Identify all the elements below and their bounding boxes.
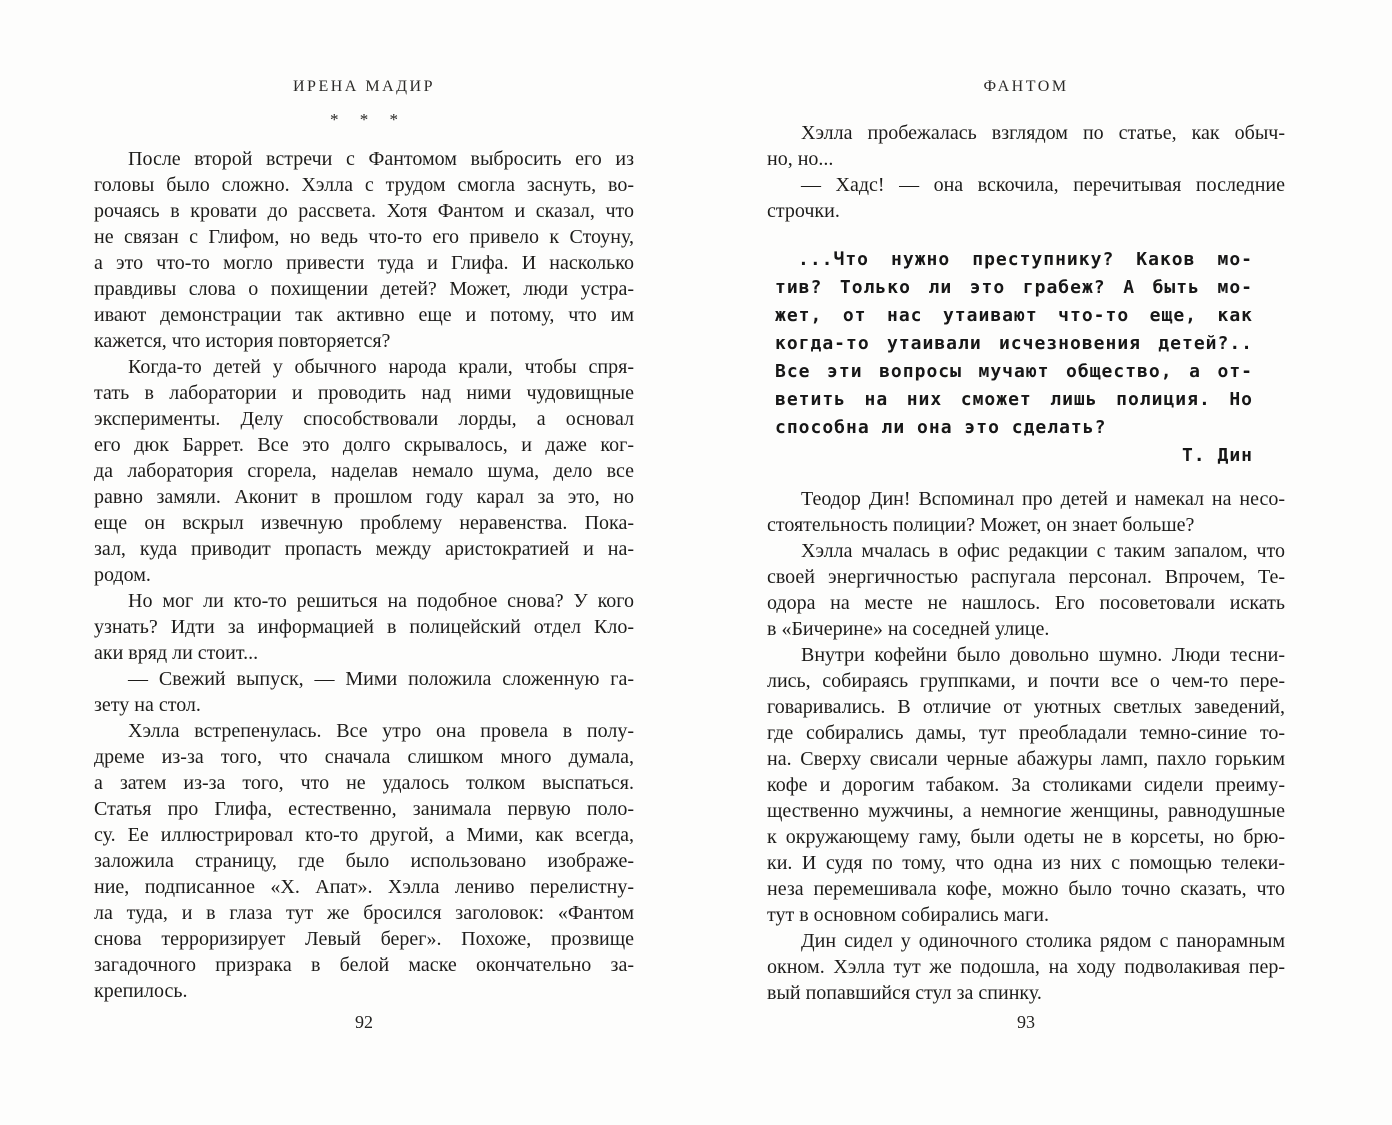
text-line: дреме из-за того, что сначала слишком много думала, — [94, 746, 634, 768]
text-line: своей энергичностью распугала персонал. Впрочем, Те- — [767, 566, 1285, 588]
text-line: в «Бичерине» на соседней улице. — [767, 618, 1050, 640]
text-line: а это что-то могло привести туда и Глифа. И насколько — [94, 252, 634, 274]
quote-line: когда-то утаивали исчезновения детей?.. — [775, 333, 1253, 354]
text-line: Когда-то детей у обычного народа крали, чтобы спря- — [128, 356, 634, 378]
running-header-author: ИРЕНА МАДИР — [293, 78, 435, 95]
text-line: кажется, что история повторяется? — [94, 330, 391, 352]
text-line: неза перемешивала кофе, можно было точно сказать, что — [767, 878, 1285, 900]
text-line: не связан с Глифом, но ведь что-то его привело к Стоуну, — [94, 226, 634, 248]
paragraph — [767, 120, 1285, 172]
text-line: заложила страницу, где было использовано изображе- — [94, 850, 634, 872]
text-line: головы было сложно. Хэлла с трудом смогла заснуть, во- — [94, 174, 634, 196]
text-line: аки вряд ли стоит... — [94, 642, 259, 664]
text-line: зету на стол. — [94, 694, 201, 716]
text-line: Хэлла встрепенулась. Все утро она провела в полу- — [128, 720, 634, 742]
text-line: да лаборатория сгорела, наделав немало шума, дело все — [94, 460, 634, 482]
text-line: Внутри кофейни было довольно шумно. Люди тесни- — [801, 644, 1285, 666]
text-line: ки. И судя по тому, что одна из них с помощью телеки- — [767, 852, 1285, 874]
text-line: еще он вскрыл извечную проблему неравенства. Пока- — [94, 512, 634, 534]
text-line: крепилось. — [94, 980, 188, 1002]
text-line: а затем из-за того, что не удалось толком выспаться. — [94, 772, 634, 794]
quote-line: Все эти вопросы мучают общество, а от- — [775, 361, 1253, 382]
paragraph — [767, 538, 1285, 642]
right-page-text — [767, 120, 1285, 1006]
text-line: родом. — [94, 564, 151, 586]
paragraph — [94, 588, 634, 666]
paragraph — [94, 718, 634, 1004]
left-page — [94, 0, 634, 1125]
text-line: на. Сверху свисали черные абажуры ламп, пахло горьким — [767, 748, 1285, 770]
text-line: тут в основном собирались маги. — [767, 904, 1049, 926]
text-line: правдивы слова о похищении детей? Может, люди устра- — [94, 278, 634, 300]
text-line: ла туда, и в глаза тут же бросился заголовок: «Фантом — [94, 902, 634, 924]
quote-line: ...Что нужно преступнику? Каков мо- — [798, 249, 1253, 270]
text-line: к окружающему гаму, были одеты не в корсеты, но брю- — [767, 826, 1285, 848]
text-line: стоятельность полиции? Может, он знает больше? — [767, 514, 1195, 536]
paragraph — [767, 928, 1285, 1006]
page-number-right: 93 — [1017, 1012, 1035, 1032]
paragraph — [94, 666, 634, 718]
text-line: где собирались дамы, тут преобладали темно-синие то- — [767, 722, 1285, 744]
text-line: Теодор Дин! Вспоминал про детей и намекал на несо- — [801, 488, 1285, 510]
text-line: окном. Хэлла тут же подошла, на ходу подволакивая пер- — [767, 956, 1285, 978]
text-line: зал, куда приводит пропасть между аристократией и на- — [94, 538, 634, 560]
paragraph — [767, 172, 1285, 224]
text-line: — Хадс! — она вскочила, перечитывая последние — [801, 174, 1285, 196]
text-line: узнать? Идти за информацией в полицейский отдел Кло- — [94, 616, 634, 638]
quote-line: жет, от нас утаивают что-то еще, как — [775, 305, 1253, 326]
text-line: снова терроризирует Левый берег». Похоже, прозвище — [94, 928, 634, 950]
paragraph — [94, 354, 634, 588]
text-line: эксперименты. Делу способствовали лорды, а основал — [94, 408, 634, 430]
text-line: лись, собираясь группками, и почти все о чем-то пере- — [767, 670, 1285, 692]
quote-line: способна ли она это сделать? — [775, 417, 1107, 438]
text-line: равно замяли. Аконит в прошлом году карал за это, но — [94, 486, 634, 508]
page-number-left: 92 — [355, 1012, 373, 1032]
running-header-title: ФАНТОМ — [983, 78, 1069, 95]
text-line: но, но... — [767, 148, 834, 170]
text-line: После второй встречи с Фантомом выбросить его из — [128, 148, 634, 170]
text-line: Статья про Глифа, естественно, занимала первую поло- — [94, 798, 634, 820]
text-line: рочаясь в кровати до рассвета. Хотя Фантом и сказал, что — [94, 200, 634, 222]
text-line: ние, подписанное «Х. Апат». Хэлла лениво перелистну- — [94, 876, 634, 898]
text-line: щественно мужчины, а немногие женщины, равнодушные — [767, 800, 1285, 822]
text-line: ивают демонстрации так активно еще и потому, что им — [94, 304, 634, 326]
paragraph — [767, 486, 1285, 538]
text-line: вый попавшийся стул за спинку. — [767, 982, 1042, 1004]
text-line: строчки. — [767, 200, 840, 222]
text-line: Хэлла мчалась в офис редакции с таким запалом, что — [801, 540, 1285, 562]
text-line: — Свежий выпуск, — Мими положила сложенную га- — [128, 668, 634, 690]
paragraph — [94, 146, 634, 354]
quote-line: ветить на них сможет лишь полиция. Но — [775, 389, 1253, 410]
text-line: Хэлла пробежалась взглядом по статье, как обыч- — [801, 122, 1285, 144]
text-line: тать в лаборатории и проводить над ними чудовищные — [94, 382, 634, 404]
left-page-text — [94, 146, 634, 1004]
paragraph — [767, 642, 1285, 928]
quote-signature: Т. Дин — [1181, 445, 1253, 466]
text-line: кофе и дорогим табаком. За столиками сидели преиму- — [767, 774, 1285, 796]
text-line: загадочного призрака в белой маске окончательно за- — [94, 954, 634, 976]
right-page — [767, 0, 1285, 1125]
text-line: его дюк Баррет. Все это долго скрывалось, и даже ког- — [94, 434, 634, 456]
newspaper-quote — [775, 246, 1253, 470]
text-line: су. Ее иллюстрировал кто-то другой, а Мими, как всегда, — [94, 824, 634, 846]
quote-line: тив? Только ли это грабеж? А быть мо- — [775, 277, 1253, 298]
text-line: одора на месте не нашлось. Его посоветовали искать — [767, 592, 1285, 614]
section-separator: * * * — [330, 110, 398, 129]
text-line: Дин сидел у одиночного столика рядом с панорамным — [801, 930, 1285, 952]
text-line: говаривались. В отличие от уютных светлых заведений, — [767, 696, 1285, 718]
text-line: Но мог ли кто-то решиться на подобное снова? У кого — [128, 590, 634, 612]
